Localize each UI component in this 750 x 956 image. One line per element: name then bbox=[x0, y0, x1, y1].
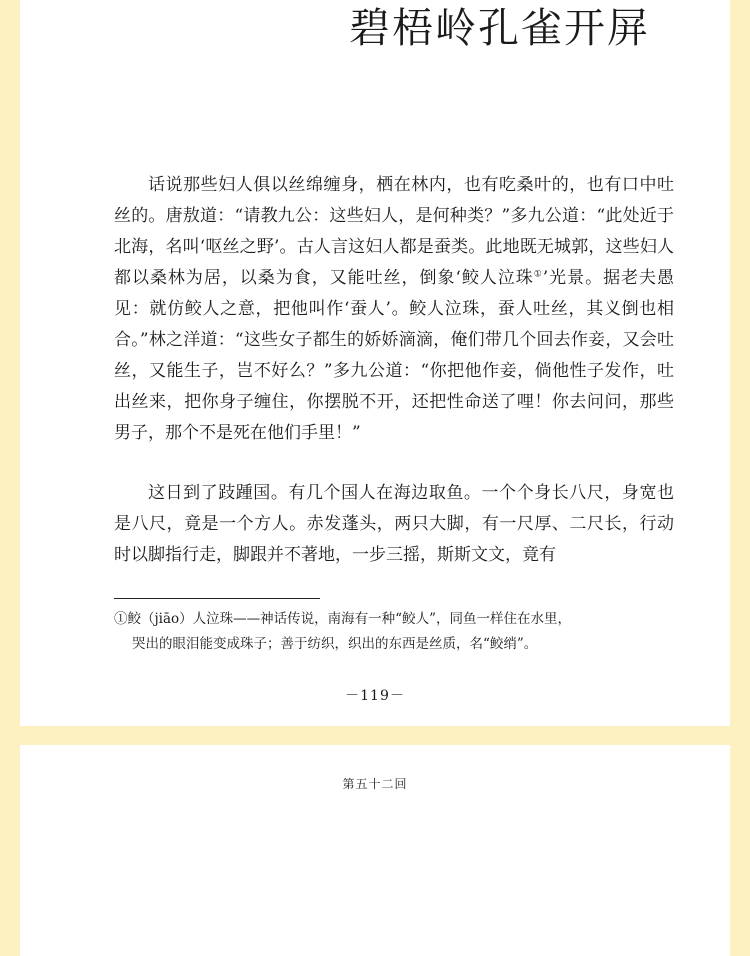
body-paragraph-2: 这日到了跂踵国。有几个国人在海边取鱼。一个个身长八尺，身宽也是八尺，竟是一个方人。赤发蓬头，两只大脚，有一尺厚、二尺长，行动时以脚指行走，脚跟并不著地，一步三摇，斯斯文文，竟有 bbox=[114, 483, 674, 565]
footnote-reference-marker: ① bbox=[533, 269, 543, 280]
footnote-divider bbox=[114, 598, 320, 599]
running-header: 第五十二回 bbox=[342, 777, 408, 791]
chapter-title: 碧梧岭孔雀开屏 bbox=[349, 4, 650, 52]
book-page-top bbox=[20, 0, 730, 726]
body-paragraph-1 bbox=[114, 170, 674, 449]
page-number: －119－ bbox=[345, 688, 405, 704]
paragraph-1-text-b: ’光景。据老夫愚见：就仿鲛人之意，把他叫作‘蚕人’。鲛人泣珠，蚕人吐丝，其义倒也相合。”林之洋道：“这些女子都生的娇娇滴滴，俺们带几个回去作妾，又会吐丝，又能生子，岂不好么？”多九公道：“你把他作妾，倘他性子发作，吐出丝来，把你身子缠住，你摆脱不开，还把性命送了哩！你去问问，那些男子，那个不是死在他们手里！” bbox=[114, 268, 675, 443]
paragraph-1-text-a: 话说那些妇人俱以丝绵缠身，栖在林内，也有吃桑叶的，也有口中吐丝的。唐敖道：“请教九公：这些妇人，是何种类？”多九公道：“此处近于北海，名叫‘呕丝之野’。古人言这妇人都是蚕类。此地既无城郭，这些妇人都以桑林为居，以桑为食，又能吐丝，倒象‘鲛人泣珠 bbox=[114, 175, 674, 288]
footnote-line-1: ①鲛（jiāo）人泣珠——神话传说，南海有一种“鲛人”，同鱼一样住在水里， bbox=[114, 611, 571, 627]
book-page-bottom bbox=[20, 745, 730, 956]
footnote bbox=[114, 607, 674, 657]
footnote-line-2: 哭出的眼泪能变成珠子；善于纺织，织出的东西是丝质，名“鲛绡”。 bbox=[132, 636, 538, 652]
